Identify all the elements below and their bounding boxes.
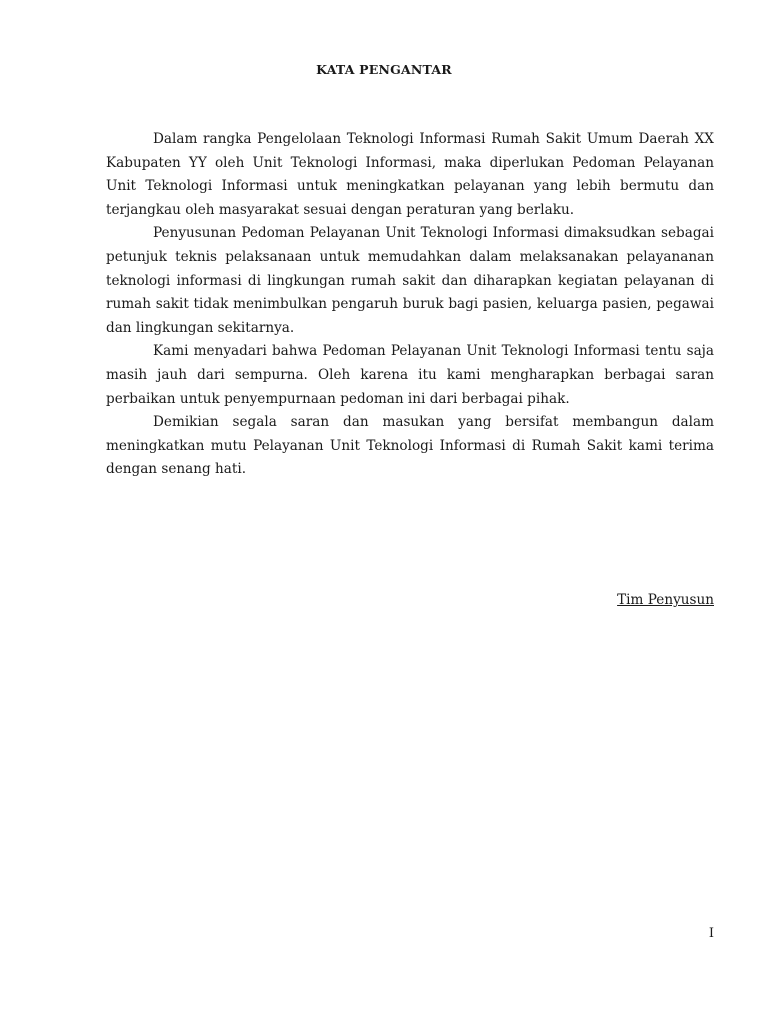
signature: Tim Penyusun: [617, 592, 714, 608]
page-number: I: [708, 926, 714, 941]
page-title: KATA PENGANTAR: [316, 62, 452, 77]
paragraph-4: Demikian segala saran dan masukan yang bersifat membangun dalam meningkatkan mutu Pelayanan Unit Teknologi Informasi di Rumah Sakit kami terima dengan senang hati.: [106, 414, 714, 478]
document-body: [106, 128, 714, 482]
paragraph-3: Kami menyadari bahwa Pedoman Pelayanan Unit Teknologi Informasi tentu saja masih jauh dari sempurna. Oleh karena itu kami mengharapkan berbagai saran perbaikan untuk penyempurnaan pedoman ini dari berbagai pihak.: [106, 343, 714, 407]
paragraph-2: Penyusunan Pedoman Pelayanan Unit Teknologi Informasi dimaksudkan sebagai petunjuk teknis pelaksanaan untuk memudahkan dalam melaksanakan pelayananan teknologi informasi di lingkungan rumah sakit dan diharapkan kegiatan pelayanan di rumah sakit tidak menimbulkan pengaruh buruk bagi pasien, keluarga pasien, pegawai dan lingkungan sekitarnya.: [106, 225, 714, 336]
paragraph-1: Dalam rangka Pengelolaan Teknologi Informasi Rumah Sakit Umum Daerah XX Kabupaten YY oleh Unit Teknologi Informasi, maka diperlukan Pedoman Pelayanan Unit Teknologi Informasi untuk meningkatkan pelayanan yang lebih bermutu dan terjangkau oleh masyarakat sesuai dengan peraturan yang berlaku.: [106, 131, 714, 218]
